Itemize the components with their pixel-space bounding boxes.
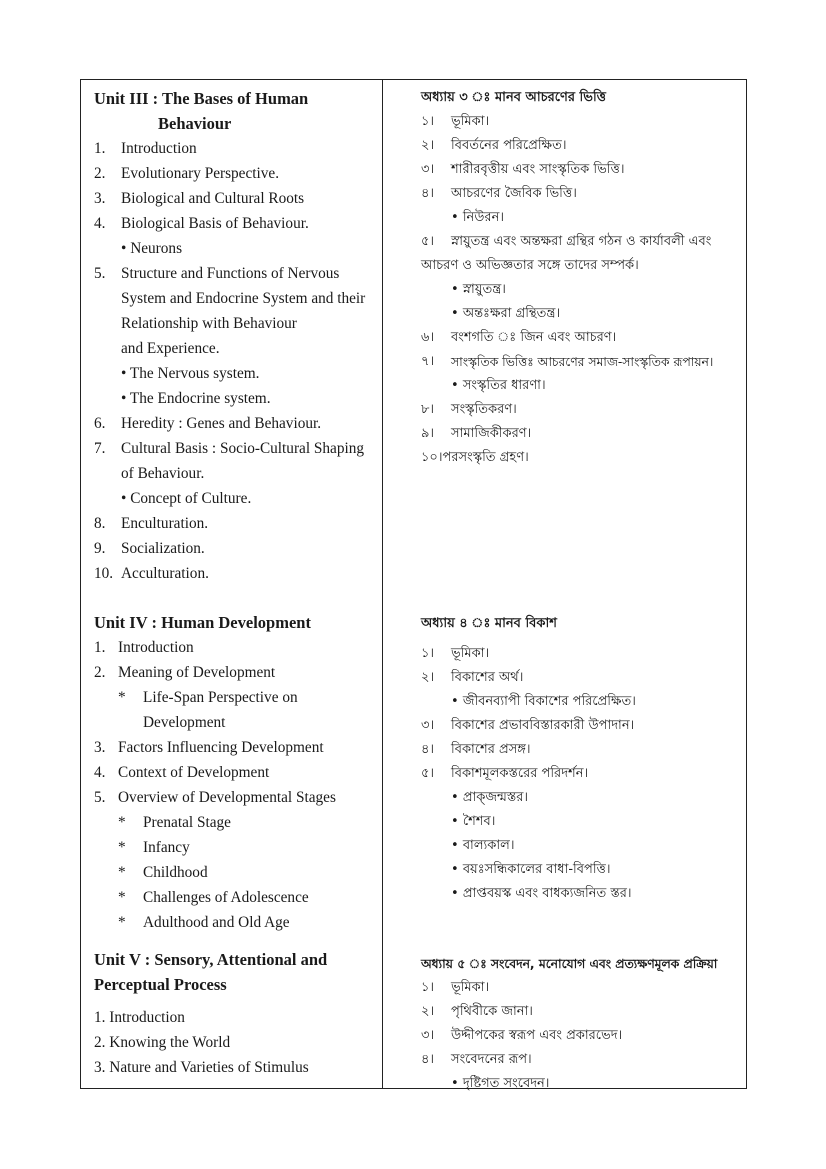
sub-item: • বাল্যকাল। [451,838,515,853]
sub-item: • সংস্কৃতির ধারণা। [451,378,546,393]
chapter3-heading: অধ্যায় ৩ ঃ মানব আচরণের ভিত্তি [421,90,606,105]
sub-item: * Childhood [94,860,380,885]
chapter4-heading: অধ্যায় ৪ ঃ মানব বিকাশ [421,616,557,631]
chapter4-section [421,612,741,906]
sub-item: • দৃষ্টিগত সংবেদন। [451,1076,550,1091]
sub-item: • Neurons [121,240,183,257]
list-item: 7. Cultural Basis : Socio-Cultural Shaping of Behaviour. [94,440,365,482]
list-item: ৩। শারীরবৃত্তীয় এবং সাংস্কৃতিক ভিত্তি। [421,162,625,177]
bullet-icon: • [451,306,459,321]
sub-item: * Challenges of Adolescence [94,885,380,910]
column-divider [382,79,383,1089]
bullet-icon: • [121,390,127,407]
list-item: ৫। স্নায়ুতন্ত্র এবং অন্তক্ষরা গ্রন্থির গঠন ও কার্যাবলী এবং [421,234,712,249]
list-item: ৫। বিকাশমূলকস্তরের পরিদর্শন। [421,766,589,781]
sub-item: • শৈশব। [451,814,496,829]
list-item-cont: আচরণ ও অভিজ্ঞতার সঙ্গে তাদের সম্পর্ক। [421,258,639,273]
list-item: 2. Evolutionary Perspective. [94,165,280,182]
list-item: ৮। সংস্কৃতিকরণ। [421,402,517,417]
asterisk-icon: * [118,839,126,856]
list-item: 3. Nature and Varieties of Stimulus [94,1059,309,1076]
list-item: 4. Biological Basis of Behaviour. [94,215,309,232]
chapter3-section [421,86,741,470]
bullet-icon: • [451,862,459,877]
bullet-icon: • [451,210,459,225]
unit3-section [94,86,380,586]
bullet-icon: • [451,282,459,297]
asterisk-icon: * [118,814,126,831]
list-item: ১। ভূমিকা। [421,114,490,129]
asterisk-icon: * [118,914,126,931]
list-item: 9. Socialization. [94,540,205,557]
asterisk-icon: * [118,689,126,706]
bullet-icon: • [451,838,459,853]
list-item: 1. Introduction [94,1009,185,1026]
sub-item: * Adulthood and Old Age [94,910,380,935]
sub-item: • The Endocrine system. [121,390,271,407]
list-item: ২। বিকাশের অর্থ। [421,670,524,685]
sub-item: • স্নায়ুতন্ত্র। [451,282,506,297]
bullet-icon: • [121,365,127,382]
list-item: 3. Factors Influencing Development [94,739,324,756]
bullet-icon: • [451,694,459,709]
bullet-icon: • [451,790,459,805]
list-item: ৪। আচরণের জৈবিক ভিত্তি। [421,186,577,201]
list-item: 5. Structure and Functions of Nervous System and Endocrine System and their Relationship with Behaviour [94,265,366,332]
unit4-heading: Unit IV : Human Development [94,613,311,632]
list-item: 2. Meaning of Development [94,664,276,681]
asterisk-icon: * [118,889,126,906]
unit5-heading-cont: Perceptual Process [94,975,227,994]
list-item: ৩। বিকাশের প্রভাববিস্তারকারী উপাদান। [421,718,635,733]
unit5-heading: Unit V : Sensory, Attentional and [94,950,328,969]
sub-item: • অন্তঃক্ষরা গ্রন্থিতন্ত্র। [451,306,561,321]
bullet-icon: • [451,814,459,829]
unit3-heading: Unit III : The Bases of Human [94,89,309,108]
list-item: 2. Knowing the World [94,1034,231,1051]
list-item: ২। পৃথিবীকে জানা। [421,1004,533,1019]
list-item: ৪। সংবেদনের রূপ। [421,1052,532,1067]
bullet-icon: • [121,240,127,257]
bullet-icon: • [451,886,459,901]
sub-item: • প্রাক্‌জন্মস্তর। [451,790,528,805]
sub-item: • The Nervous system. [121,365,260,382]
sub-item: • বয়ঃসন্ধিকালের বাধা-বিপত্তি। [451,862,611,877]
list-item: ২। বিবর্তনের পরিপ্রেক্ষিত। [421,138,567,153]
list-item: 3. Biological and Cultural Roots [94,190,305,207]
sub-item: • নিউরন। [451,210,504,225]
sub-item: * Prenatal Stage [94,810,380,835]
list-item: ৭। সাংস্কৃতিক ভিত্তিঃ আচরণের সমাজ-সাংস্কৃতিক রূপায়ন। [421,354,714,369]
list-item: ৪। বিকাশের প্রসঙ্গ। [421,742,531,757]
bullet-icon: • [451,1076,459,1091]
bullet-icon: • [451,378,459,393]
list-item: 1. Introduction [94,140,197,157]
unit5-section [94,947,380,1080]
sub-item: • Concept of Culture. [121,490,252,507]
list-item: 10. Acculturation. [94,565,209,582]
list-item: 8. Enculturation. [94,515,209,532]
list-item: ৬। বংশগতি ঃ জিন এবং আচরণ। [421,330,617,345]
list-item-cont: and Experience. [121,340,220,357]
chapter5-section [421,952,741,1096]
list-item: ১। ভূমিকা। [421,980,490,995]
list-item: ১০। পরসংস্কৃতি গ্রহণ। [421,450,529,465]
unit4-section [94,610,380,935]
sub-item: * Infancy [94,835,380,860]
bengali-column [421,86,741,1096]
list-item: ৩। উদ্দীপকের স্বরূপ এবং প্রকারভেদ। [421,1028,623,1043]
sub-item: * Life-Span Perspective on Development [94,685,380,735]
english-column [94,86,380,1080]
list-item: ৯। সামাজিকীকরণ। [421,426,532,441]
bullet-icon: • [121,490,127,507]
sub-item: • জীবনব্যাপী বিকাশের পরিপ্রেক্ষিত। [451,694,636,709]
list-item: 1. Introduction [94,639,194,656]
list-item: 6. Heredity : Genes and Behaviour. [94,415,322,432]
list-item: 4. Context of Development [94,764,270,781]
asterisk-icon: * [118,864,126,881]
list-item: ১। ভূমিকা। [421,646,490,661]
unit3-heading-cont: Behaviour [158,114,232,133]
chapter5-heading: অধ্যায় ৫ ঃ সংবেদন, মনোযোগ এবং প্রত্যক্ষণমূলক প্রক্রিয়া [421,957,718,971]
list-item: 5. Overview of Developmental Stages [94,789,336,806]
sub-item: • প্রাপ্তবয়স্ক এবং বাধক্যজনিত স্তর। [451,886,632,901]
